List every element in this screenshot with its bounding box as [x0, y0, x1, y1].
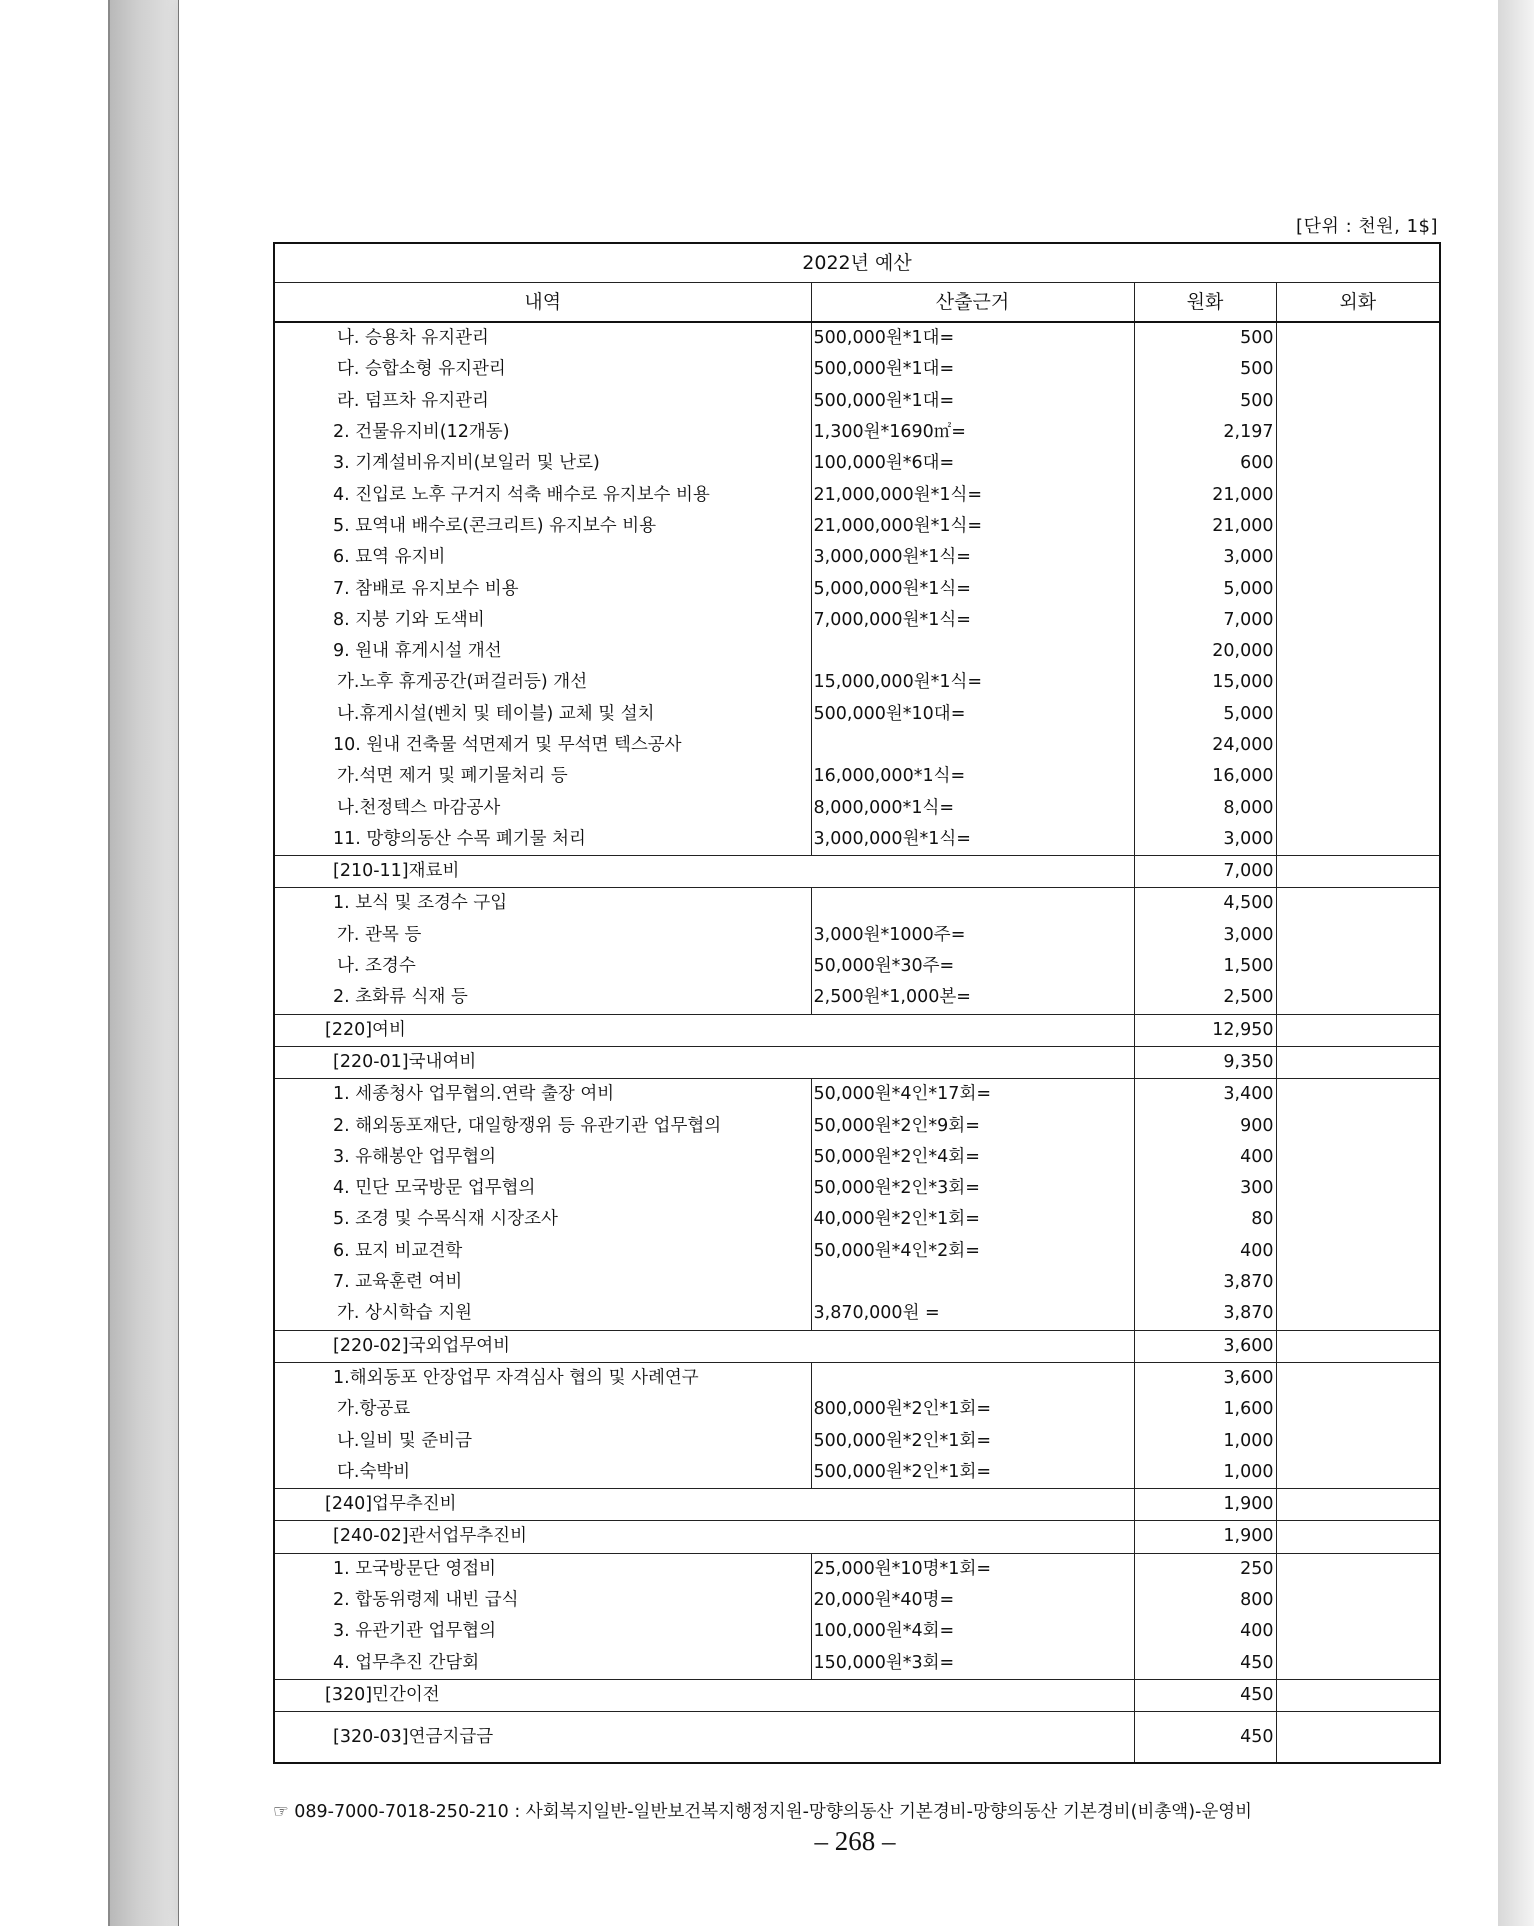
- item-cell: 4. 업무추진 간담회: [274, 1647, 811, 1679]
- basis-cell: 5,000,000원*1식=: [811, 573, 1134, 604]
- item-cell: 5. 묘역내 배수로(콘크리트) 유지보수 비용: [274, 511, 811, 542]
- krw-cell: 1,500: [1134, 951, 1276, 982]
- krw-cell: 15,000: [1134, 667, 1276, 698]
- krw-cell: 3,600: [1134, 1330, 1276, 1362]
- krw-cell: 1,000: [1134, 1425, 1276, 1456]
- krw-cell: 8,000: [1134, 792, 1276, 823]
- basis-cell: [811, 636, 1134, 667]
- table-row: [274, 1204, 1440, 1235]
- basis-cell: 40,000원*2인*1회=: [811, 1204, 1134, 1235]
- table-title: 2022년 예산: [274, 243, 1440, 283]
- table-row: [274, 1142, 1440, 1173]
- krw-cell: 3,400: [1134, 1079, 1276, 1111]
- item-cell: 1.해외동포 안장업무 자격심사 협의 및 사례연구: [274, 1362, 811, 1394]
- foreign-cell: [1276, 1267, 1440, 1298]
- page-shadow: [1498, 0, 1534, 1926]
- foreign-cell: [1276, 1142, 1440, 1173]
- foreign-cell: [1276, 1014, 1440, 1046]
- table-row: [274, 1173, 1440, 1204]
- item-cell: 6. 묘지 비교견학: [274, 1236, 811, 1267]
- foreign-cell: [1276, 982, 1440, 1014]
- krw-cell: 3,000: [1134, 542, 1276, 573]
- table-row: [274, 1585, 1440, 1616]
- item-cell: 다.숙박비: [274, 1457, 811, 1489]
- page-number: – 268 –: [814, 1826, 896, 1856]
- krw-cell: 5,000: [1134, 573, 1276, 604]
- item-cell: 9. 원내 휴게시설 개선: [274, 636, 811, 667]
- basis-cell: [811, 1362, 1134, 1394]
- basis-cell: 150,000원*3회=: [811, 1647, 1134, 1679]
- item-cell: 8. 지붕 기와 도색비: [274, 605, 811, 636]
- krw-cell: 450: [1134, 1712, 1276, 1764]
- foreign-cell: [1276, 511, 1440, 542]
- foreign-cell: [1276, 761, 1440, 792]
- krw-cell: 250: [1134, 1553, 1276, 1585]
- table-row: [274, 322, 1440, 354]
- foreign-cell: [1276, 730, 1440, 761]
- foreign-cell: [1276, 1394, 1440, 1425]
- category-label: [320-03]연금지급금: [274, 1712, 1134, 1764]
- krw-cell: 1,600: [1134, 1394, 1276, 1425]
- basis-cell: 100,000원*6대=: [811, 448, 1134, 479]
- basis-cell: 50,000원*4인*2회=: [811, 1236, 1134, 1267]
- footnote: ☞ 089-7000-7018-250-210 : 사회복지일반-일반보건복지행정지원-망향의동산 기본경비-망향의동산 기본경비(비총액)-운영비: [273, 1802, 1253, 1822]
- foreign-cell: [1276, 1679, 1440, 1711]
- basis-cell: 500,000원*2인*1회=: [811, 1425, 1134, 1456]
- basis-cell: 7,000,000원*1식=: [811, 605, 1134, 636]
- basis-cell: 50,000원*2인*3회=: [811, 1173, 1134, 1204]
- item-cell: 1. 세종청사 업무협의.연락 출장 여비: [274, 1079, 811, 1111]
- item-cell: 1. 모국방문단 영접비: [274, 1553, 811, 1585]
- foreign-cell: [1276, 920, 1440, 951]
- table-row: [274, 1394, 1440, 1425]
- basis-cell: 15,000,000원*1식=: [811, 667, 1134, 698]
- basis-cell: 8,000,000*1식=: [811, 792, 1134, 823]
- basis-cell: [811, 888, 1134, 920]
- table-row: [274, 792, 1440, 823]
- item-cell: 2. 합동위령제 내빈 급식: [274, 1585, 811, 1616]
- krw-cell: 1,900: [1134, 1488, 1276, 1520]
- item-cell: 나.휴게시설(벤치 및 테이블) 교체 및 설치: [274, 699, 811, 730]
- krw-cell: 500: [1134, 386, 1276, 417]
- krw-cell: 900: [1134, 1110, 1276, 1141]
- basis-cell: 21,000,000원*1식=: [811, 479, 1134, 510]
- table-row: [274, 1236, 1440, 1267]
- table-row: [274, 386, 1440, 417]
- foreign-cell: [1276, 699, 1440, 730]
- foreign-cell: [1276, 1488, 1440, 1520]
- category-row: [274, 1521, 1440, 1553]
- krw-cell: 400: [1134, 1142, 1276, 1173]
- table-row: [274, 1647, 1440, 1679]
- item-cell: 7. 참배로 유지보수 비용: [274, 573, 811, 604]
- basis-cell: 20,000원*40명=: [811, 1585, 1134, 1616]
- table-row: [274, 417, 1440, 448]
- item-cell: 가.항공료: [274, 1394, 811, 1425]
- table-row: [274, 824, 1440, 856]
- krw-cell: 2,500: [1134, 982, 1276, 1014]
- item-cell: 2. 초화류 식재 등: [274, 982, 811, 1014]
- header-foreign: 외화: [1276, 283, 1440, 323]
- table-row: [274, 1616, 1440, 1647]
- category-row: [274, 1014, 1440, 1046]
- table-row: [274, 1362, 1440, 1394]
- basis-cell: 16,000,000*1식=: [811, 761, 1134, 792]
- foreign-cell: [1276, 573, 1440, 604]
- foreign-cell: [1276, 792, 1440, 823]
- item-cell: 4. 민단 모국방문 업무협의: [274, 1173, 811, 1204]
- basis-cell: 500,000원*1대=: [811, 386, 1134, 417]
- basis-cell: 21,000,000원*1식=: [811, 511, 1134, 542]
- krw-cell: 12,950: [1134, 1014, 1276, 1046]
- unit-note: [단위 : 천원, 1$]: [1296, 216, 1438, 237]
- table-row: [274, 1110, 1440, 1141]
- item-cell: 2. 해외동포재단, 대일항쟁위 등 유관기관 업무협의: [274, 1110, 811, 1141]
- foreign-cell: [1276, 636, 1440, 667]
- item-cell: 6. 묘역 유지비: [274, 542, 811, 573]
- item-cell: 3. 유해봉안 업무협의: [274, 1142, 811, 1173]
- table-row: [274, 1457, 1440, 1489]
- krw-cell: 5,000: [1134, 699, 1276, 730]
- krw-cell: 3,870: [1134, 1298, 1276, 1330]
- item-cell: 나.천정텍스 마감공사: [274, 792, 811, 823]
- foreign-cell: [1276, 824, 1440, 856]
- category-label: [220-01]국내여비: [274, 1046, 1134, 1078]
- basis-cell: 800,000원*2인*1회=: [811, 1394, 1134, 1425]
- book-spine: [110, 0, 180, 1926]
- item-cell: 가. 관목 등: [274, 920, 811, 951]
- item-cell: 10. 원내 건축물 석면제거 및 무석면 텍스공사: [274, 730, 811, 761]
- budget-body: [274, 322, 1440, 1763]
- krw-cell: 300: [1134, 1173, 1276, 1204]
- table-row: [274, 573, 1440, 604]
- category-row: [274, 1488, 1440, 1520]
- item-cell: 4. 진입로 노후 구거지 석축 배수로 유지보수 비용: [274, 479, 811, 510]
- foreign-cell: [1276, 417, 1440, 448]
- basis-cell: 50,000원*4인*17회=: [811, 1079, 1134, 1111]
- krw-cell: 3,870: [1134, 1267, 1276, 1298]
- basis-cell: 50,000원*2인*9회=: [811, 1110, 1134, 1141]
- krw-cell: 450: [1134, 1647, 1276, 1679]
- krw-cell: 7,000: [1134, 856, 1276, 888]
- basis-cell: 50,000원*30주=: [811, 951, 1134, 982]
- item-cell: 5. 조경 및 수목식재 시장조사: [274, 1204, 811, 1235]
- table-row: [274, 730, 1440, 761]
- krw-cell: 500: [1134, 322, 1276, 354]
- table-row: [274, 542, 1440, 573]
- item-cell: 가. 상시학습 지원: [274, 1298, 811, 1330]
- foreign-cell: [1276, 1616, 1440, 1647]
- category-row: [274, 856, 1440, 888]
- foreign-cell: [1276, 1236, 1440, 1267]
- basis-cell: 500,000원*1대=: [811, 322, 1134, 354]
- krw-cell: 80: [1134, 1204, 1276, 1235]
- basis-cell: 100,000원*4회=: [811, 1616, 1134, 1647]
- table-row: [274, 1079, 1440, 1111]
- krw-cell: 400: [1134, 1236, 1276, 1267]
- header-basis: 산출근거: [811, 283, 1134, 323]
- foreign-cell: [1276, 1425, 1440, 1456]
- krw-cell: 3,600: [1134, 1362, 1276, 1394]
- foreign-cell: [1276, 322, 1440, 354]
- krw-cell: 2,197: [1134, 417, 1276, 448]
- category-row: [274, 1679, 1440, 1711]
- foreign-cell: [1276, 1521, 1440, 1553]
- item-cell: 나.일비 및 준비금: [274, 1425, 811, 1456]
- krw-cell: 20,000: [1134, 636, 1276, 667]
- budget-table: [273, 242, 1441, 1764]
- item-cell: 가.노후 휴게공간(퍼걸러등) 개선: [274, 667, 811, 698]
- item-cell: 라. 덤프차 유지관리: [274, 386, 811, 417]
- table-row: [274, 761, 1440, 792]
- header-krw: 원화: [1134, 283, 1276, 323]
- krw-cell: 1,000: [1134, 1457, 1276, 1489]
- foreign-cell: [1276, 479, 1440, 510]
- category-row: [274, 1712, 1440, 1764]
- item-cell: 나. 승용차 유지관리: [274, 322, 811, 354]
- table-row: [274, 479, 1440, 510]
- category-row: [274, 1330, 1440, 1362]
- table-row: [274, 354, 1440, 385]
- basis-cell: 2,500원*1,000본=: [811, 982, 1134, 1014]
- basis-cell: [811, 1267, 1134, 1298]
- foreign-cell: [1276, 888, 1440, 920]
- item-cell: 3. 유관기관 업무협의: [274, 1616, 811, 1647]
- krw-cell: 500: [1134, 354, 1276, 385]
- table-title-row: [274, 243, 1440, 283]
- category-label: [220-02]국외업무여비: [274, 1330, 1134, 1362]
- foreign-cell: [1276, 448, 1440, 479]
- foreign-cell: [1276, 1362, 1440, 1394]
- foreign-cell: [1276, 605, 1440, 636]
- foreign-cell: [1276, 951, 1440, 982]
- item-cell: 나. 조경수: [274, 951, 811, 982]
- table-row: [274, 1267, 1440, 1298]
- krw-cell: 800: [1134, 1585, 1276, 1616]
- basis-cell: 3,000,000원*1식=: [811, 542, 1134, 573]
- foreign-cell: [1276, 1204, 1440, 1235]
- category-label: [220]여비: [274, 1014, 1134, 1046]
- table-row: [274, 951, 1440, 982]
- krw-cell: 1,900: [1134, 1521, 1276, 1553]
- category-label: [240]업무추진비: [274, 1488, 1134, 1520]
- basis-cell: 500,000원*2인*1회=: [811, 1457, 1134, 1489]
- table-row: [274, 511, 1440, 542]
- basis-cell: 3,000원*1000주=: [811, 920, 1134, 951]
- foreign-cell: [1276, 542, 1440, 573]
- table-row: [274, 1425, 1440, 1456]
- category-label: [240-02]관서업무추진비: [274, 1521, 1134, 1553]
- foreign-cell: [1276, 354, 1440, 385]
- krw-cell: 21,000: [1134, 511, 1276, 542]
- table-row: [274, 636, 1440, 667]
- krw-cell: 24,000: [1134, 730, 1276, 761]
- category-label: [320]민간이전: [274, 1679, 1134, 1711]
- table-row: [274, 1298, 1440, 1330]
- foreign-cell: [1276, 1712, 1440, 1764]
- basis-cell: 500,000원*1대=: [811, 354, 1134, 385]
- basis-cell: 500,000원*10대=: [811, 699, 1134, 730]
- basis-cell: 1,300원*1690㎡=: [811, 417, 1134, 448]
- krw-cell: 3,000: [1134, 920, 1276, 951]
- basis-cell: [811, 730, 1134, 761]
- table-row: [274, 982, 1440, 1014]
- item-cell: 가.석면 제거 및 폐기물처리 등: [274, 761, 811, 792]
- krw-cell: 21,000: [1134, 479, 1276, 510]
- foreign-cell: [1276, 1079, 1440, 1111]
- krw-cell: 450: [1134, 1679, 1276, 1711]
- foreign-cell: [1276, 1585, 1440, 1616]
- foreign-cell: [1276, 1457, 1440, 1489]
- table-row: [274, 605, 1440, 636]
- table-row: [274, 448, 1440, 479]
- foreign-cell: [1276, 1110, 1440, 1141]
- foreign-cell: [1276, 1046, 1440, 1078]
- table-row: [274, 1553, 1440, 1585]
- krw-cell: 7,000: [1134, 605, 1276, 636]
- item-cell: 2. 건물유지비(12개동): [274, 417, 811, 448]
- item-cell: 3. 기계설비유지비(보일러 및 난로): [274, 448, 811, 479]
- krw-cell: 4,500: [1134, 888, 1276, 920]
- basis-cell: 3,000,000원*1식=: [811, 824, 1134, 856]
- table-header-row: [274, 283, 1440, 323]
- item-cell: 다. 승합소형 유지관리: [274, 354, 811, 385]
- foreign-cell: [1276, 1298, 1440, 1330]
- table-row: [274, 888, 1440, 920]
- basis-cell: 50,000원*2인*4회=: [811, 1142, 1134, 1173]
- krw-cell: 3,000: [1134, 824, 1276, 856]
- header-item: 내역: [274, 283, 811, 323]
- foreign-cell: [1276, 1647, 1440, 1679]
- foreign-cell: [1276, 856, 1440, 888]
- table-row: [274, 920, 1440, 951]
- krw-cell: 9,350: [1134, 1046, 1276, 1078]
- item-cell: 1. 보식 및 조경수 구입: [274, 888, 811, 920]
- krw-cell: 600: [1134, 448, 1276, 479]
- item-cell: 7. 교육훈련 여비: [274, 1267, 811, 1298]
- foreign-cell: [1276, 1553, 1440, 1585]
- category-label: [210-11]재료비: [274, 856, 1134, 888]
- table-row: [274, 699, 1440, 730]
- foreign-cell: [1276, 1330, 1440, 1362]
- foreign-cell: [1276, 1173, 1440, 1204]
- basis-cell: 3,870,000원 =: [811, 1298, 1134, 1330]
- category-row: [274, 1046, 1440, 1078]
- basis-cell: 25,000원*10명*1회=: [811, 1553, 1134, 1585]
- krw-cell: 16,000: [1134, 761, 1276, 792]
- item-cell: 11. 망향의동산 수목 폐기물 처리: [274, 824, 811, 856]
- foreign-cell: [1276, 667, 1440, 698]
- table-row: [274, 667, 1440, 698]
- foreign-cell: [1276, 386, 1440, 417]
- krw-cell: 400: [1134, 1616, 1276, 1647]
